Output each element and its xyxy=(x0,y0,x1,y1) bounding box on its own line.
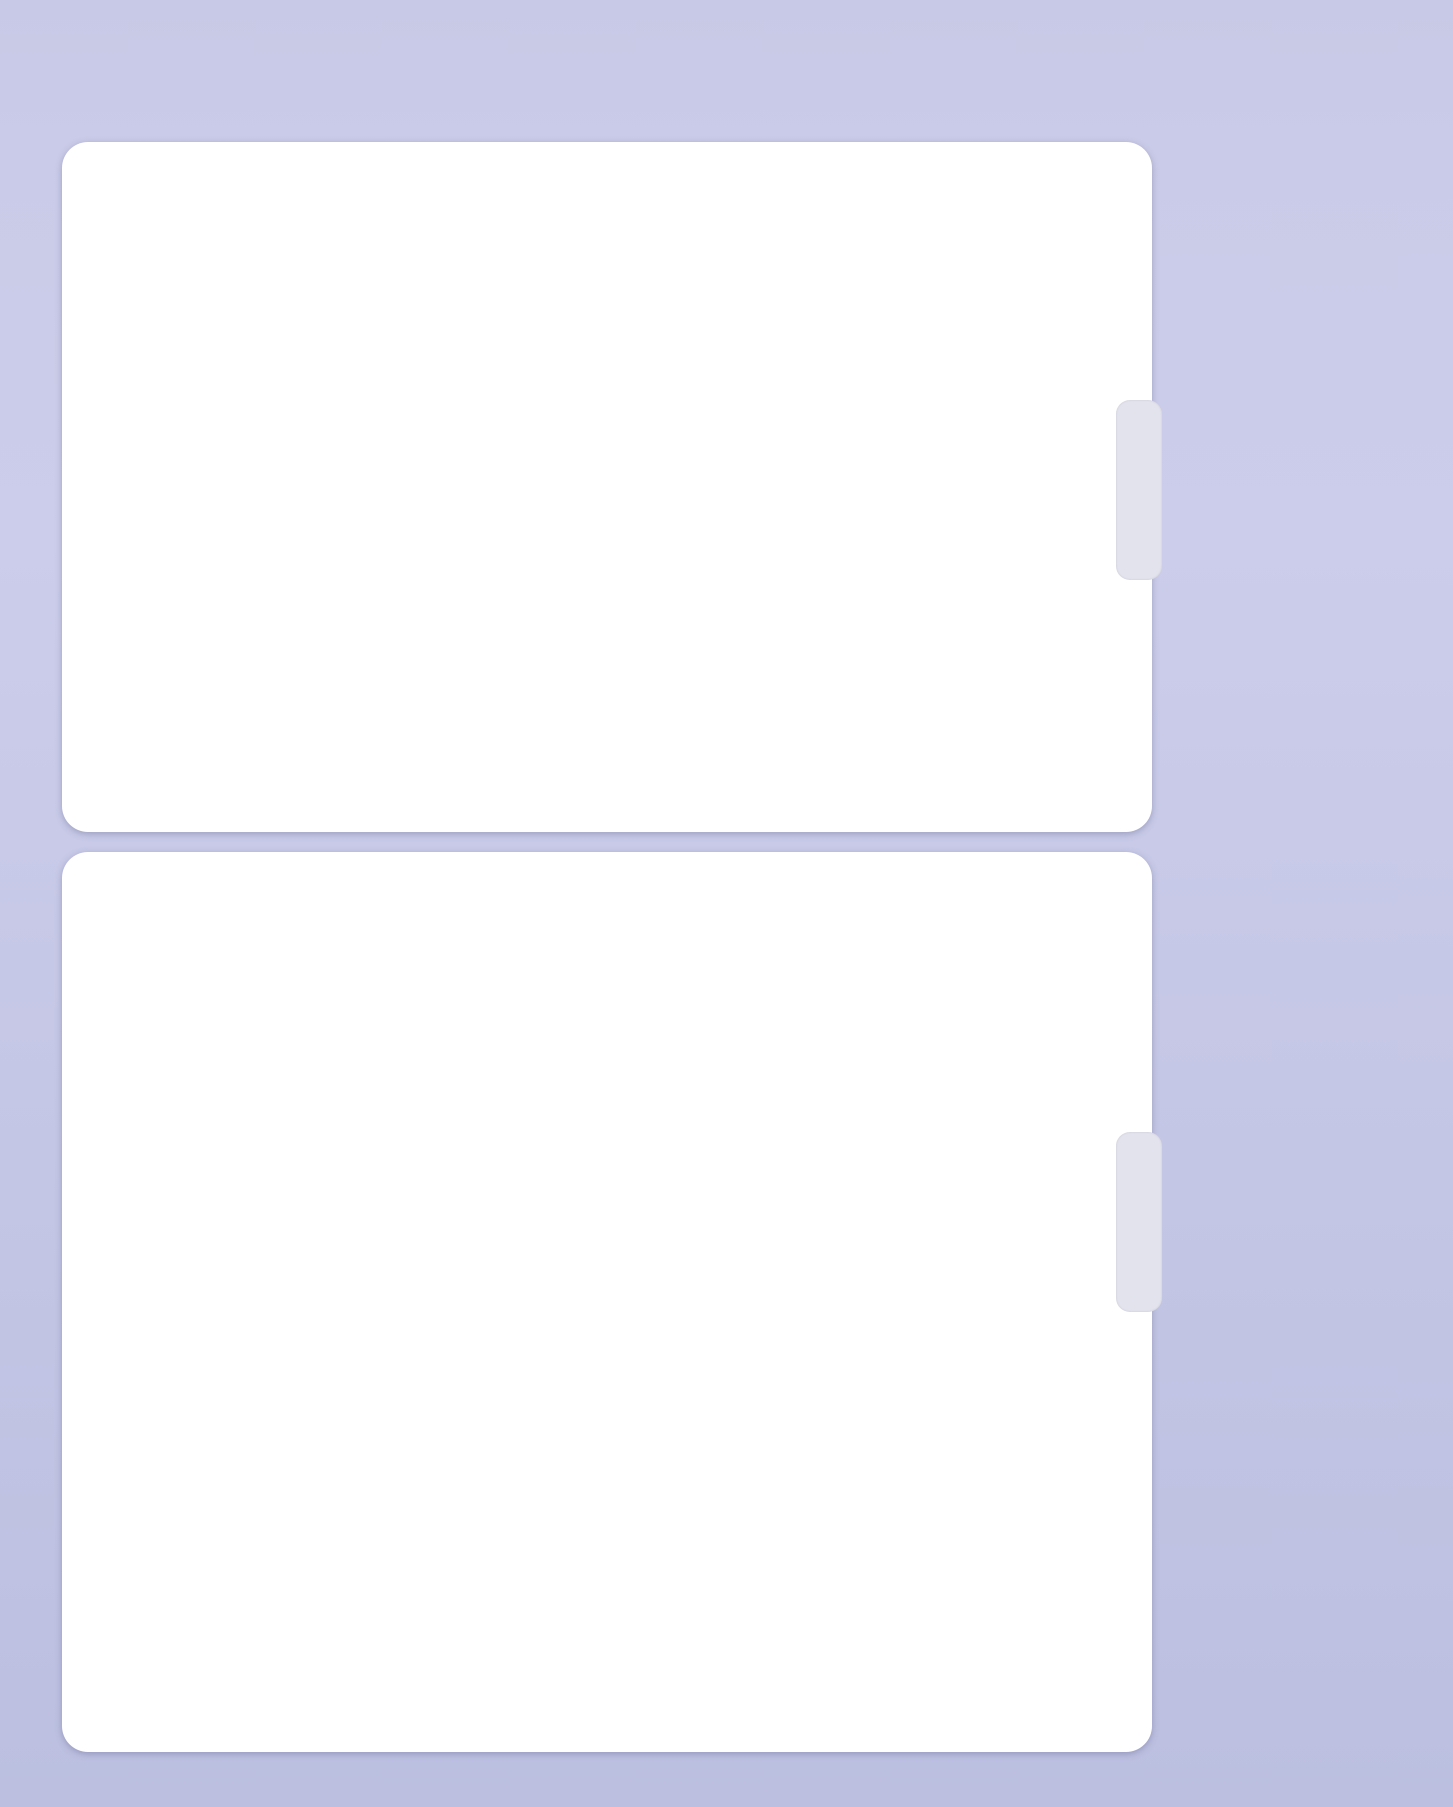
gram-negative-card xyxy=(62,852,1152,1752)
gram-positive-card xyxy=(62,142,1152,832)
card-clip-tab-bottom xyxy=(1116,1132,1162,1312)
